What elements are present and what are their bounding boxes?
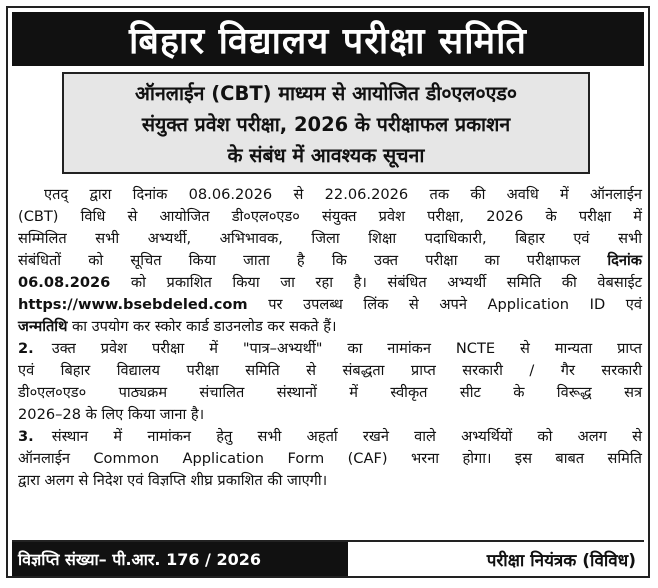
notice-document <box>6 6 650 578</box>
para1-line-4-text: संबंधितों को सूचित किया जाता है कि उक्त परीक्षा का परीक्षाफल <box>18 252 608 269</box>
header-title: बिहार विद्यालय परीक्षा समिति <box>129 20 527 62</box>
para1-line-7-text: का उपयोग कर स्कोर कार्ड डाउनलोड कर सकते हैं। <box>67 318 337 335</box>
para3-line-3: द्वारा अलग से निदेश एवं विज्ञप्ति शीघ्र प्रकाशित की जाएगी। <box>18 472 328 489</box>
paragraph-2 <box>18 338 642 426</box>
notice-body <box>18 184 642 492</box>
notice-footer <box>12 540 644 576</box>
subject-line-3: के संबंध में आवश्यक सूचना <box>227 144 425 167</box>
para2-line-2: एवं बिहार विद्यालय परीक्षा समिति से संबद्धता प्राप्त सरकारी / गैर सरकारी <box>18 362 642 379</box>
para3-line-1 <box>18 426 642 448</box>
subject-box <box>62 72 590 174</box>
para1-line-5-text: को प्रकाशित किया जा रहा है। संबंधित अभ्यर्थी समिति की वेबसाईट <box>110 274 642 291</box>
para1-line-5 <box>18 272 642 294</box>
para1-line-2: (CBT) विधि से आयोजित डी०एल०एड० संयुक्त प्रवेश परीक्षा, 2026 के परीक्षा में <box>18 208 642 225</box>
header-title-banner <box>12 12 644 66</box>
para2-line-1 <box>18 338 642 360</box>
para1-line-1: एतद् द्वारा दिनांक 08.06.2026 से 22.06.2026 तक की अवधि में ऑनलाईन <box>44 186 642 203</box>
signatory: परीक्षा नियंत्रक (विविध) <box>486 550 636 571</box>
subject-line-2: संयुक्त प्रवेश परीक्षा, 2026 के परीक्षाफल प्रकाशन <box>141 113 511 136</box>
para3-line-2: ऑनलाईन Common Application Form (CAF) भरना होगा। इस बाबत समिति <box>18 450 642 467</box>
para2-line-3: डी०एल०एड० पाठ्यक्रम संचालित संस्थानों में स्वीकृत सीट के विरूद्ध सत्र <box>18 384 642 401</box>
paragraph-3 <box>18 426 642 492</box>
dob-label: जन्मतिथि <box>18 318 68 335</box>
website-url: https://www.bsebdeled.com <box>18 296 248 313</box>
para3-number: 3. <box>18 428 34 445</box>
para3-line-1-text: संस्थान में नामांकन हेतु सभी अहर्ता रखने वाले अभ्यर्थियों को अलग से <box>51 428 642 445</box>
para2-number: 2. <box>18 340 34 357</box>
reference-number: विज्ञप्ति संख्या– पी.आर. 176 / 2026 <box>12 542 348 576</box>
paragraph-1 <box>18 184 642 338</box>
result-date: 06.08.2026 <box>18 274 111 291</box>
subject-line-1: ऑनलाईन (CBT) माध्यम से आयोजित डी०एल०एड० <box>135 82 517 105</box>
para1-line-6-text: पर उपलब्ध लिंक से अपने Application ID एवं <box>247 296 642 313</box>
para2-line-4: 2026–28 के लिए किया जाना है। <box>18 406 205 423</box>
result-date-label: दिनांक <box>607 252 642 269</box>
para1-line-7 <box>18 316 642 338</box>
para1-line-3: सम्मिलित सभी अभ्यर्थी, अभिभावक, जिला शिक्षा पदाधिकारी, बिहार एवं सभी <box>18 230 642 247</box>
para2-line-1-text: उक्त प्रवेश परीक्षा में "पात्र–अभ्यर्थी" का नामांकन NCTE से मान्यता प्राप्त <box>51 340 642 357</box>
para1-line-6 <box>18 294 642 316</box>
para1-line-4 <box>18 250 642 272</box>
